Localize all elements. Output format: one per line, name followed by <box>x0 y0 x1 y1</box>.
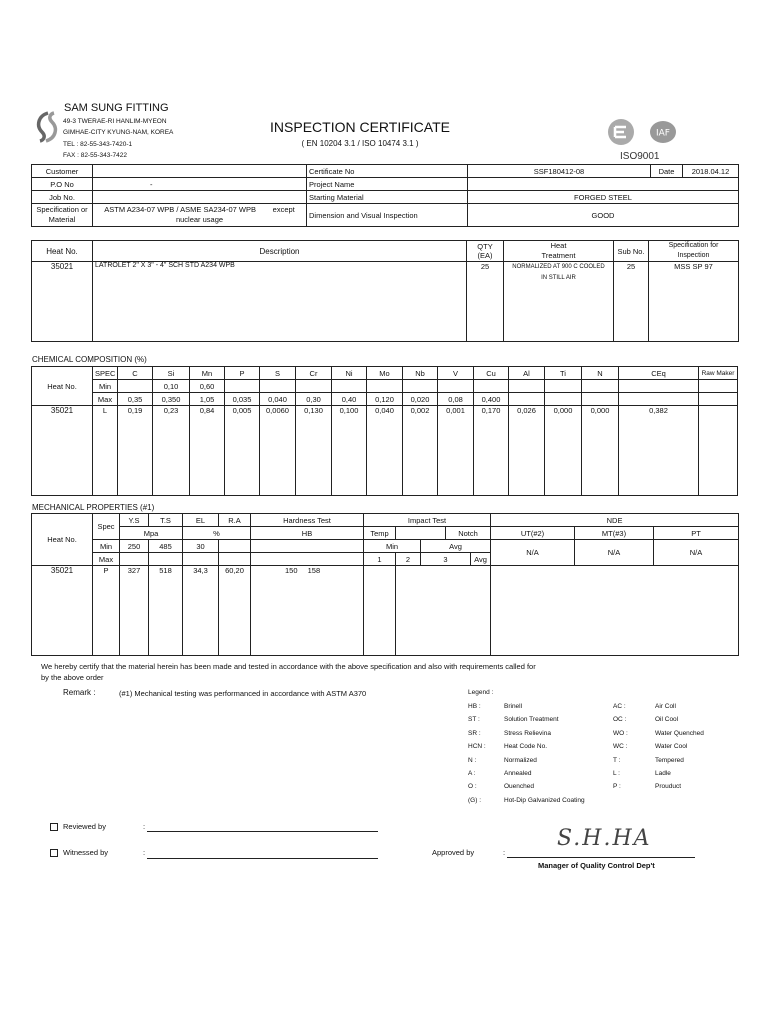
qty-header-line2: (EA) <box>477 251 493 260</box>
remark-label: Remark : <box>63 688 96 697</box>
desc-heat: 35021 <box>32 262 93 342</box>
chem-element-nb: Nb <box>403 367 438 380</box>
description-table <box>31 240 739 342</box>
notch-3: 3 <box>421 553 471 566</box>
mech-row-nde <box>491 566 739 656</box>
chem-row-p: 0,005 <box>225 406 260 496</box>
starting-label: Starting Material <box>307 191 468 204</box>
chem-row-v: 0,001 <box>438 406 474 496</box>
chem-max-label: Max <box>93 393 118 406</box>
witnessed-colon: : <box>143 848 146 857</box>
ht-header-line2: Treatment <box>541 251 576 260</box>
chem-min-ceq <box>619 380 699 393</box>
mech-max-label: Max <box>93 553 120 566</box>
qty-header-line1: QTY <box>477 242 493 251</box>
chem-min-mn: 0,60 <box>190 380 225 393</box>
desc-ht-header <box>504 241 614 262</box>
impact-header: Impact Test <box>364 514 491 527</box>
legend-right-item-key: OC : <box>613 716 627 724</box>
chem-row-heat: 35021 <box>32 406 93 496</box>
chem-max-al <box>509 393 545 406</box>
pct-header: % <box>183 527 251 540</box>
min-el: 30 <box>183 540 219 553</box>
legend-left-item-value: Hot-Dip Galvanized Coating <box>504 796 585 804</box>
chem-element-mn: Mn <box>190 367 225 380</box>
legend-right-item-key: WC : <box>613 743 628 751</box>
min-ys: 250 <box>120 540 149 553</box>
notch-1: 1 <box>364 553 396 566</box>
desc-spec: MSS SP 97 <box>649 262 739 342</box>
company-tel: TEL : 82-55-343-7420-1 <box>63 141 133 148</box>
legend-right-item-value: Water Quenched <box>655 729 704 737</box>
certify-line-2: by the above order <box>41 673 104 682</box>
ra-header: R.A <box>219 514 251 527</box>
desc-description-header: Description <box>93 241 467 262</box>
customer-value <box>93 165 307 178</box>
company-address-1: 49-3 TWERAE-RI HANLIM-MYEON <box>63 118 167 125</box>
chem-row-c: 0,19 <box>118 406 153 496</box>
ut-header: UT(#2) <box>491 527 575 540</box>
chem-row-mo: 0,040 <box>367 406 403 496</box>
legend-left-item-value: Ouenched <box>504 783 534 791</box>
min-ra <box>219 540 251 553</box>
chem-min-cr <box>296 380 332 393</box>
certify-line-1: We hereby certify that the material herein has been made and tested in accordance with the above specification and also with requirements called for <box>41 662 536 671</box>
starting-value: FORGED STEEL <box>468 191 739 204</box>
ys-header: Y.S <box>120 514 149 527</box>
mech-heat-header: Heat No. <box>32 514 93 566</box>
mech-row-hb <box>251 566 364 656</box>
company-name: SAM SUNG FITTING <box>64 102 169 114</box>
chem-element-ceq: CEq <box>619 367 699 380</box>
chem-min-cu <box>474 380 509 393</box>
legend-left-item-value: Annealed <box>504 770 532 777</box>
approved-label: Approved by <box>432 848 475 857</box>
header-table <box>31 164 739 227</box>
chem-element-cu: Cu <box>474 367 509 380</box>
reviewed-colon: : <box>143 822 146 831</box>
hb-value-1: 150 <box>285 566 298 575</box>
dim-label: Dimension and Visual Inspection <box>307 204 468 227</box>
chem-max-v: 0,08 <box>438 393 474 406</box>
notch-header: Notch <box>446 527 491 540</box>
mech-table <box>31 513 739 656</box>
legend-right-item-value: Tempered <box>655 756 684 764</box>
chem-element-v: V <box>438 367 474 380</box>
legend-left-item-value: Heat Code No. <box>504 743 547 751</box>
max-hb <box>251 553 364 566</box>
company-logo-icon <box>34 110 60 144</box>
spec-label-line2: Material <box>48 215 76 224</box>
chem-max-c: 0,35 <box>118 393 153 406</box>
chem-element-mo: Mo <box>367 367 403 380</box>
reviewed-signature-line <box>147 831 378 832</box>
chem-element-n: N <box>582 367 619 380</box>
legend-right-item-key: T : <box>613 756 621 764</box>
chem-min-si: 0,10 <box>153 380 190 393</box>
chem-element-al: Al <box>509 367 545 380</box>
chem-spec-header: SPEC <box>93 367 118 380</box>
min-hb <box>251 540 364 553</box>
project-label: Project Name <box>307 178 468 191</box>
desc-ht <box>504 262 614 342</box>
max-ys <box>120 553 149 566</box>
legend-right-item-key: P : <box>613 783 621 791</box>
chem-row-mn: 0,84 <box>190 406 225 496</box>
project-value <box>468 178 739 191</box>
mech-min-label: Min <box>93 540 120 553</box>
ts-header: T.S <box>149 514 183 527</box>
spec-header-line1: Specification for <box>668 242 719 249</box>
chem-max-s: 0,040 <box>260 393 296 406</box>
ht-header-line1: Heat <box>550 241 567 250</box>
chem-min-nb <box>403 380 438 393</box>
chem-max-si: 0,350 <box>153 393 190 406</box>
min-ts: 485 <box>149 540 183 553</box>
chem-min-n <box>582 380 619 393</box>
customer-label: Customer <box>32 165 93 178</box>
legend-left-item-key: HCN : <box>468 743 486 751</box>
spec-label <box>32 204 93 227</box>
chem-min-v <box>438 380 474 393</box>
date-value: 2018.04.12 <box>683 165 739 178</box>
table-row <box>32 566 739 656</box>
mech-row-el: 34,3 <box>183 566 219 656</box>
hb-value-2: 158 <box>307 566 321 575</box>
chem-min-p <box>225 380 260 393</box>
spec-value-line2: nuclear usage <box>175 215 224 224</box>
cert-no-label: Certificate No <box>307 165 468 178</box>
legend-right-item-value: Ladle <box>655 770 671 777</box>
witnessed-label: Witnessed by <box>63 848 109 857</box>
reviewed-label: Reviewed by <box>63 822 106 831</box>
legend-title: Legend : <box>468 689 494 696</box>
chem-min-c <box>118 380 153 393</box>
legend-left-item-key: SR : <box>468 729 481 737</box>
notch-avg: Avg <box>471 553 491 566</box>
po-label: P.O No <box>32 178 93 191</box>
job-label: Job No. <box>32 191 93 204</box>
table-row <box>32 406 738 496</box>
legend-right-item-value: Prouduct <box>655 783 682 791</box>
ht-line2: IN STILL AIR <box>541 275 576 281</box>
legend-left-item-key: O : <box>468 783 477 791</box>
imp-avg-label: Avg <box>421 540 491 553</box>
mpa-header: Mpa <box>120 527 183 540</box>
iso-label: ISO9001 <box>620 151 660 162</box>
legend-left-item-value: Stress Relievina <box>504 729 551 737</box>
legend-left-item-value: Normalized <box>504 756 537 764</box>
nde-header: NDE <box>491 514 739 527</box>
manager-title: Manager of Quality Control Dep't <box>538 861 655 870</box>
imp-min-label: Min <box>364 540 421 553</box>
chem-min-al <box>509 380 545 393</box>
mech-row-ys: 327 <box>120 566 149 656</box>
dim-value: GOOD <box>468 204 739 227</box>
legend-left-item-key: N : <box>468 756 477 764</box>
remark-text: (#1) Mechanical testing was performanced in accordance with ASTM A370 <box>119 689 367 698</box>
chem-min-s <box>260 380 296 393</box>
chem-min-ti <box>545 380 582 393</box>
chem-max-ni: 0,40 <box>332 393 367 406</box>
company-fax: FAX : 82-55-343-7422 <box>63 152 127 159</box>
chem-table <box>31 366 738 496</box>
chem-element-c: C <box>118 367 153 380</box>
chem-element-p: P <box>225 367 260 380</box>
max-ra <box>219 553 251 566</box>
chem-section-title: CHEMICAL COMPOSITION (%) <box>32 355 147 364</box>
document-subtitle: ( EN 10204 3.1 / ISO 10474 3.1 ) <box>301 139 419 148</box>
legend-left-item-key: ST : <box>468 716 480 724</box>
iaf-logo-icon <box>648 119 678 145</box>
reviewed-checkbox[interactable] <box>50 823 58 831</box>
chem-row-si: 0,23 <box>153 406 190 496</box>
desc-desc: LATROLET 2" X 3" - 4" SCH STD A234 WPB <box>93 262 467 342</box>
temp-header: Temp <box>364 527 396 540</box>
max-el <box>183 553 219 566</box>
spec-header-line2: Inspection <box>677 252 710 259</box>
mech-row-spec: P <box>93 566 120 656</box>
chem-row-ni: 0,100 <box>332 406 367 496</box>
mech-row-heat: 35021 <box>32 566 93 656</box>
chem-max-n <box>582 393 619 406</box>
document-title: INSPECTION CERTIFICATE <box>270 119 450 135</box>
chem-max-mo: 0,120 <box>367 393 403 406</box>
chem-element-ti: Ti <box>545 367 582 380</box>
legend-left-item-value: Brinell <box>504 703 523 710</box>
desc-spec-header <box>649 241 739 262</box>
legend-right-item-value: Oil Cool <box>655 716 679 724</box>
desc-qty: 25 <box>467 262 504 342</box>
legend-right-item-value: Air Coll <box>655 703 676 710</box>
mech-row-ts: 518 <box>149 566 183 656</box>
legend-left-item-key: (G) : <box>468 796 481 804</box>
certification-logo-icon <box>606 117 636 147</box>
chem-row-n: 0,000 <box>582 406 619 496</box>
approved-colon: : <box>503 848 506 857</box>
chem-row-raw <box>699 406 738 496</box>
notch-2: 2 <box>396 553 421 566</box>
chem-row-ti: 0,000 <box>545 406 582 496</box>
pt-value: N/A <box>654 540 739 566</box>
impact-blank <box>396 527 446 540</box>
pt-header: PT <box>654 527 739 540</box>
date-label: Date <box>651 165 683 178</box>
chem-max-mn: 1,05 <box>190 393 225 406</box>
legend-right-item-key: WO : <box>613 729 628 737</box>
chem-max-p: 0,035 <box>225 393 260 406</box>
max-ts <box>149 553 183 566</box>
cert-no-value: SSF180412-08 <box>468 165 651 178</box>
witnessed-checkbox[interactable] <box>50 849 58 857</box>
company-address-2: GIMHAE-CITY KYUNG-NAM, KOREA <box>63 129 174 136</box>
mech-section-title: MECHANICAL PROPERTIES (#1) <box>32 503 155 512</box>
chem-heat-header: Heat No. <box>32 367 93 406</box>
mt-header: MT(#3) <box>575 527 654 540</box>
chem-element-ni: Ni <box>332 367 367 380</box>
table-row <box>32 262 739 342</box>
chem-max-ti <box>545 393 582 406</box>
legend-left-item-value: Solution Treatment <box>504 716 559 724</box>
chem-min-mo <box>367 380 403 393</box>
raw-maker-header: Raw Maker <box>699 367 738 380</box>
chem-element-s: S <box>260 367 296 380</box>
legend-right-item-key: L : <box>613 770 620 777</box>
hb-header: HB <box>251 527 364 540</box>
job-value <box>93 191 307 204</box>
spec-label-line1: Specification or <box>36 205 88 214</box>
chem-max-cr: 0,30 <box>296 393 332 406</box>
desc-qty-header <box>467 241 504 262</box>
signature-image: S.H.HA <box>557 826 652 851</box>
legend-left-item-key: HB : <box>468 703 481 710</box>
po-text: - <box>150 179 153 189</box>
chem-max-raw <box>699 393 738 406</box>
chem-row-al: 0,026 <box>509 406 545 496</box>
mech-row-temp <box>364 566 396 656</box>
mech-row-impact <box>396 566 491 656</box>
chem-row-cu: 0,170 <box>474 406 509 496</box>
hardness-header: Hardness Test <box>251 514 364 527</box>
witnessed-signature-line <box>147 858 378 859</box>
legend-left-item-key: A : <box>468 770 476 777</box>
chem-row-ceq: 0,382 <box>619 406 699 496</box>
chem-row-s: 0,0060 <box>260 406 296 496</box>
chem-min-ni <box>332 380 367 393</box>
mt-value: N/A <box>575 540 654 566</box>
chem-min-label: Min <box>93 380 118 393</box>
ut-value: N/A <box>491 540 575 566</box>
chem-row-nb: 0,002 <box>403 406 438 496</box>
spec-value-line1: ASTM A234-07 WPB / ASME SA234-07 WPB except <box>104 205 295 214</box>
chem-element-si: Si <box>153 367 190 380</box>
chem-row-cr: 0,130 <box>296 406 332 496</box>
chem-max-nb: 0,020 <box>403 393 438 406</box>
chem-row-spec: L <box>93 406 118 496</box>
chem-max-cu: 0,400 <box>474 393 509 406</box>
el-header: EL <box>183 514 219 527</box>
spec-value <box>93 204 307 227</box>
desc-sub-no-header: Sub No. <box>614 241 649 262</box>
po-value <box>93 178 307 191</box>
mech-row-ra: 60,20 <box>219 566 251 656</box>
legend-right-item-key: AC : <box>613 703 626 710</box>
chem-max-ceq <box>619 393 699 406</box>
approved-signature-line <box>507 857 695 858</box>
svg-text:IAF: IAF <box>656 128 670 139</box>
desc-sub: 25 <box>614 262 649 342</box>
chem-element-cr: Cr <box>296 367 332 380</box>
mech-spec-header: Spec <box>93 514 120 540</box>
ht-line1: NORMALIZED AT 900 C COOLED <box>512 264 605 270</box>
legend-right-item-value: Water Cool <box>655 743 688 751</box>
desc-heat-no-header: Heat No. <box>32 241 93 262</box>
chem-min-raw <box>699 380 738 393</box>
